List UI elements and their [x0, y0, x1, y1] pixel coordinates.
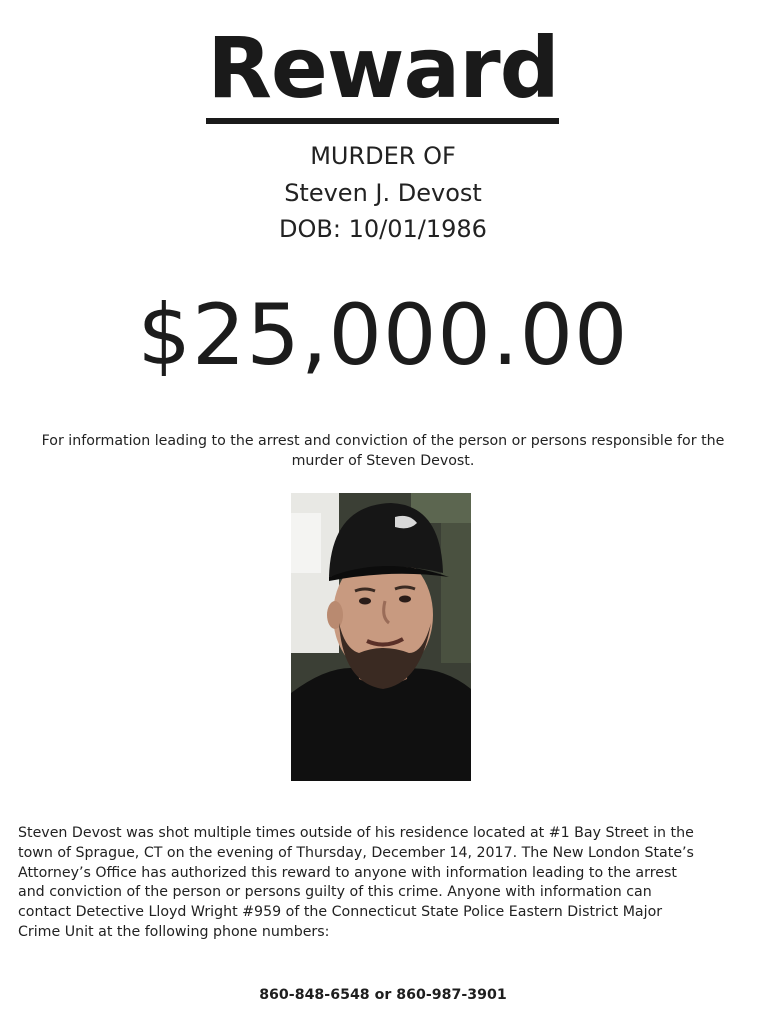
- contact-phone-numbers: 860-848-6548 or 860-987-3901: [259, 987, 507, 1003]
- reward-amount: $25,000.00: [137, 286, 629, 384]
- reward-intro-text: For information leading to the arrest and conviction of the person or persons responsible for the murder of Steven Devost.: [41, 433, 725, 469]
- case-description: [18, 824, 748, 943]
- victim-photo: [291, 493, 471, 781]
- poster-title: Reward: [207, 19, 559, 117]
- case-description-line: and conviction of the person or persons guilty of this crime. Anyone with information can: [18, 884, 652, 901]
- title-underline: [206, 118, 559, 124]
- case-description-line: Steven Devost was shot multiple times outside of his residence located at #1 Bay Street in the: [18, 825, 694, 841]
- portrait-photo-icon: [291, 493, 471, 781]
- case-description-line: Attorney’s Office has authorized this reward to anyone with information leading to the arrest: [18, 864, 677, 881]
- case-description-line: town of Sprague, CT on the evening of Thursday, December 14, 2017. The New London State’s: [18, 844, 694, 861]
- case-description-line: contact Detective Lloyd Wright #959 of the Connecticut State Police Eastern District Major: [18, 904, 663, 921]
- victim-name: Steven J. Devost: [284, 179, 482, 207]
- case-description-line: Crime Unit at the following phone numbers:: [18, 923, 330, 940]
- victim-dob: DOB: 10/01/1986: [279, 215, 487, 243]
- murder-of-heading: MURDER OF: [310, 142, 456, 170]
